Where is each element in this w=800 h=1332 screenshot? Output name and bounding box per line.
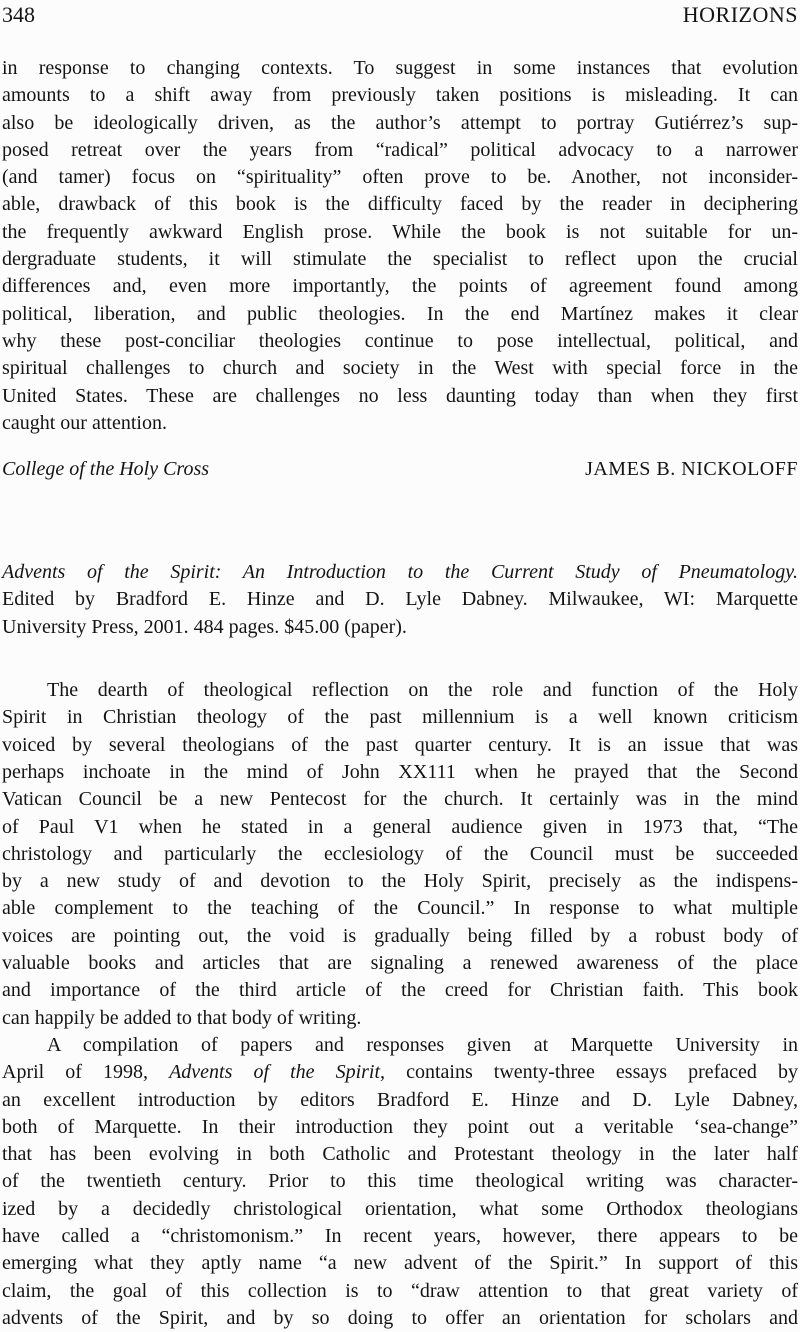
text-line: Edited by Bradford E. Hinze and D. Lyle Dabney. Milwaukee, WI: Marquette: [2, 588, 798, 611]
text-line: both of Marquette. In their introduction they point out a veritable ‘sea-change”: [2, 1115, 798, 1138]
book-citation: [2, 559, 798, 641]
text-line: A compilation of papers and responses given at Marquette University in: [47, 1033, 798, 1056]
text-line: Vatican Council be a new Pentecost for the church. It certainly was in the mind: [2, 788, 798, 811]
text-line: that has been evolving in both Catholic and Protestant theology in the later half: [2, 1143, 798, 1166]
text-line: emerging what they aptly name “a new advent of the Spirit.” In support of this: [2, 1252, 798, 1275]
text-line: [2, 1059, 798, 1086]
text-line: [2, 559, 798, 586]
review-paragraph-1: [2, 677, 798, 1032]
text-line: political, liberation, and public theologies. In the end Martínez makes it clear: [2, 302, 798, 325]
text-line: of the twentieth century. Prior to this time theological writing was character-: [2, 1170, 798, 1193]
journal-title: HORIZONS: [682, 2, 798, 27]
text-line: differences and, even more importantly, the points of agreement found among: [2, 275, 798, 298]
review-signature: [2, 456, 798, 483]
text-line: an excellent introduction by editors Bradford E. Hinze and D. Lyle Dabney,: [2, 1088, 798, 1111]
text-line: amounts to a shift away from previously taken positions is misleading. It can: [2, 84, 798, 107]
text-segment: contains twenty-three essays prefaced by: [385, 1061, 798, 1084]
review-closing-paragraph: [2, 55, 798, 437]
text-line: caught our attention.: [2, 411, 167, 434]
text-line: Spirit in Christian theology of the past millennium is a well known criticism: [2, 706, 798, 729]
text-line: valuable books and articles that are signaling a renewed awareness of the place: [2, 952, 798, 975]
text-line: voices are pointing out, the void is gradually being filled by a robust body of: [2, 924, 798, 947]
text-segment: April of 1998,: [2, 1061, 170, 1084]
text-line: advents of the Spirit, and by so doing to offer an orientation for scholars and: [2, 1306, 798, 1329]
text-line: why these post-conciliar theologies continue to pose intellectual, political, and: [2, 329, 798, 352]
text-line: and importance of the third article of the creed for Christian faith. This book: [2, 979, 798, 1002]
text-line: can happily be added to that body of writing.: [2, 1006, 362, 1029]
text-line: ized by a decidedly christological orientation, what some Orthodox theologians: [2, 1197, 798, 1220]
text-line: also be ideologically driven, as the author’s attempt to portray Gutiérrez’s sup-: [2, 111, 798, 134]
text-line: spiritual challenges to church and society in the West with special force in the: [2, 357, 798, 380]
text-line: voiced by several theologians of the past quarter century. It is an issue that was: [2, 733, 798, 756]
text-line: dergraduate students, it will stimulate the specialist to reflect upon the crucial: [2, 248, 798, 271]
text-line: posed retreat over the years from “radical” political advocacy to a narrower: [2, 138, 798, 161]
running-head: [2, 2, 798, 28]
reviewer-name: JAMES B. NICKOLOFF: [585, 458, 798, 481]
reviewer-affiliation: College of the Holy Cross: [2, 458, 210, 481]
text-line: in response to changing contexts. To suggest in some instances that evolution: [2, 57, 798, 79]
page-number: 348: [2, 2, 35, 27]
text-line: (and tamer) focus on “spirituality” often prove to be. Another, not inconsider-: [2, 166, 798, 189]
text-line: by a new study of and devotion to the Holy Spirit, precisely as the indispens-: [2, 870, 798, 893]
text-line: able complement to the teaching of the Council.” In response to what multiple: [2, 897, 798, 920]
text-line: United States. These are challenges no less daunting today than when they first: [2, 384, 798, 407]
text-line: perhaps inchoate in the mind of John XX111 when he prayed that the Second: [2, 760, 798, 783]
italic-text-segment: Advents of the Spirit: An Introduction to the Current Study of Pneumatology.: [2, 561, 798, 584]
text-line: the frequently awkward English prose. While the book is not suitable for un-: [2, 220, 798, 243]
text-line: of Paul V1 when he stated in a general audience given in 1973 that, “The: [2, 815, 798, 838]
italic-text-segment: Advents of the Spirit,: [169, 1061, 386, 1084]
review-paragraph-2: [2, 1032, 798, 1332]
text-line: have called a “christomonism.” In recent years, however, there appears to be: [2, 1224, 798, 1247]
text-line: University Press, 2001. 484 pages. $45.00 (paper).: [2, 615, 407, 638]
text-line: The dearth of theological reflection on the role and function of the Holy: [47, 679, 798, 702]
text-line: claim, the goal of this collection is to “draw attention to that great variety of: [2, 1279, 798, 1302]
text-line: christology and particularly the ecclesiology of the Council must be succeeded: [2, 842, 798, 865]
text-line: able, drawback of this book is the difficulty faced by the reader in deciphering: [2, 193, 798, 216]
